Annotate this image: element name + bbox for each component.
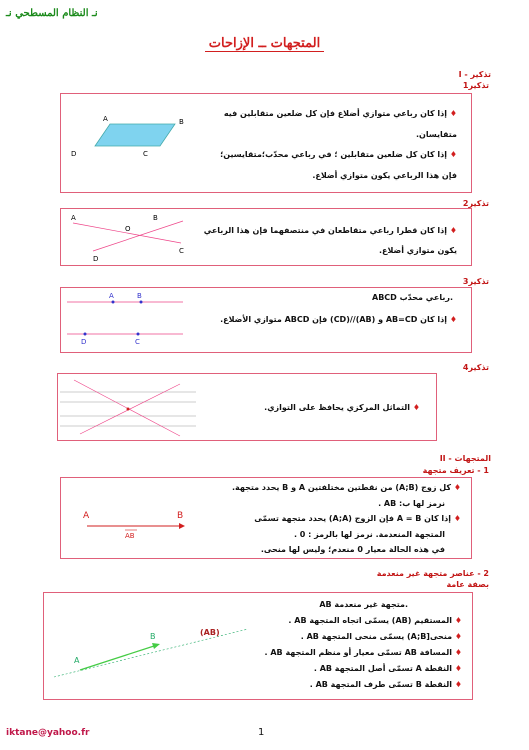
svg-text:AB: AB: [125, 532, 135, 540]
reminder-4-line-1: ♦ التماثل المركزي يحافظ على التوازي.: [264, 403, 420, 412]
general-heading: بصفة عامة: [446, 580, 489, 589]
svg-text:(AB): (AB): [200, 628, 220, 637]
page-title: المتجهات ــ الإزاحات: [0, 36, 529, 51]
svg-text:B: B: [150, 632, 156, 641]
definition-line-4: المتجهة المنعدمة. نرمز لها بالرمز : 0 .: [293, 530, 445, 539]
reminder-4-label: تذكير4: [462, 363, 489, 372]
reminder-2-line-1: ♦ إذا كان قطرا رباعي متقاطعان في منتصفهما فإن هذا الرباعي: [203, 226, 457, 235]
svg-text:O: O: [125, 225, 131, 233]
svg-text:A: A: [83, 511, 90, 521]
reminder-4-box: [57, 373, 437, 441]
vector-ab-figure: [75, 508, 195, 542]
reminder-2-box: [60, 208, 472, 266]
svg-text:B: B: [153, 214, 158, 222]
reminder-1-box: [60, 93, 472, 193]
reminder-3-label: تذكير3: [462, 277, 489, 286]
diagonals-figure: [63, 211, 193, 266]
elements-line-4: ♦ المسافة AB تسمّى معيار أو منظم المتجهة AB .: [264, 648, 462, 657]
elements-heading: 2 - عناصر متجهة غير منعدمة: [376, 569, 489, 578]
definition-line-5: في هذه الحالة معيار 0 منعدم؛ وليس لها منحى.: [260, 545, 445, 554]
svg-text:D: D: [93, 255, 99, 263]
central-symmetry-figure: [60, 376, 200, 440]
parallelogram-figure: [65, 112, 185, 162]
svg-text:A: A: [74, 656, 80, 665]
header-tag: نـ النظام المسطحي نـ: [6, 8, 98, 19]
svg-text:D: D: [81, 338, 87, 346]
page-number: 1: [258, 727, 265, 738]
reminder-3-line-2: ♦ إذا كان AB=CD و (AB)//(CD) فإن ABCD متوازي الأضلاع.: [220, 315, 457, 324]
reminder-1-label: تذكير1: [462, 81, 489, 90]
svg-text:B: B: [177, 511, 184, 521]
section-2-heading: II - المتجهات: [439, 454, 491, 463]
reminder-1-line-2: متقايسان.: [416, 130, 457, 139]
svg-text:C: C: [179, 247, 184, 255]
parallel-segments-figure: [63, 290, 193, 350]
reminder-1-line-4: فإن هذا الرباعي يكون متوازي أضلاع.: [312, 171, 457, 180]
svg-text:A: A: [71, 214, 76, 222]
svg-text:A: A: [109, 292, 114, 300]
definition-line-3: ♦ إذا كان A = B فإن الزوج (A;A) يحدد متجهة تسمّى: [254, 514, 461, 523]
elements-line-3: ♦ منحى[A;B) يسمّى منحى المتجهة AB .: [300, 632, 462, 641]
elements-line-1: AB متجهة غير منعدمة.: [319, 600, 408, 609]
definition-line-1: ♦ كل زوج (A;B) من نقطتين مختلفتين A و B يحدد متجهة.: [231, 483, 461, 492]
label-b: B: [179, 118, 184, 126]
definition-box: [60, 477, 472, 559]
elements-line-5: ♦ النقطة A تسمّى أصل المتجهة AB .: [313, 664, 462, 673]
reminder-2-line-2: يكون متوازي أضلاع.: [378, 246, 457, 255]
elements-line-6: ♦ النقطة B تسمّى طرف المتجهة AB .: [309, 680, 462, 689]
svg-text:B: B: [137, 292, 142, 300]
reminder-3-line-1: ABCD رباعي محدّب.: [372, 293, 453, 302]
label-a: A: [103, 115, 108, 123]
label-c: C: [143, 150, 148, 158]
reminder-3-box: [60, 287, 472, 353]
label-d: D: [71, 150, 77, 158]
definition-line-2: نرمز لها ب: AB .: [378, 499, 445, 508]
section-1-heading: I - تذكير: [458, 70, 491, 79]
elements-box: [43, 592, 473, 700]
reminder-2-label: تذكير2: [462, 199, 489, 208]
svg-text:C: C: [135, 338, 140, 346]
footer-email[interactable]: iktane@yahoo.fr: [6, 728, 90, 738]
definition-heading: 1 - تعريف متجهة: [422, 466, 489, 475]
elements-line-2: ♦ المستقيم (AB) يسمّى اتجاه المتجهة AB .: [288, 616, 462, 625]
reminder-1-line-1: ♦ إذا كان رباعي متوازي أضلاع فإن كل ضلعين متقابلين فيه: [223, 109, 457, 118]
reminder-1-line-3: ♦ إذا كان كل ضلعين متقابلين ؛ في رباعي محدّب؛متقايسين؛: [220, 150, 457, 159]
